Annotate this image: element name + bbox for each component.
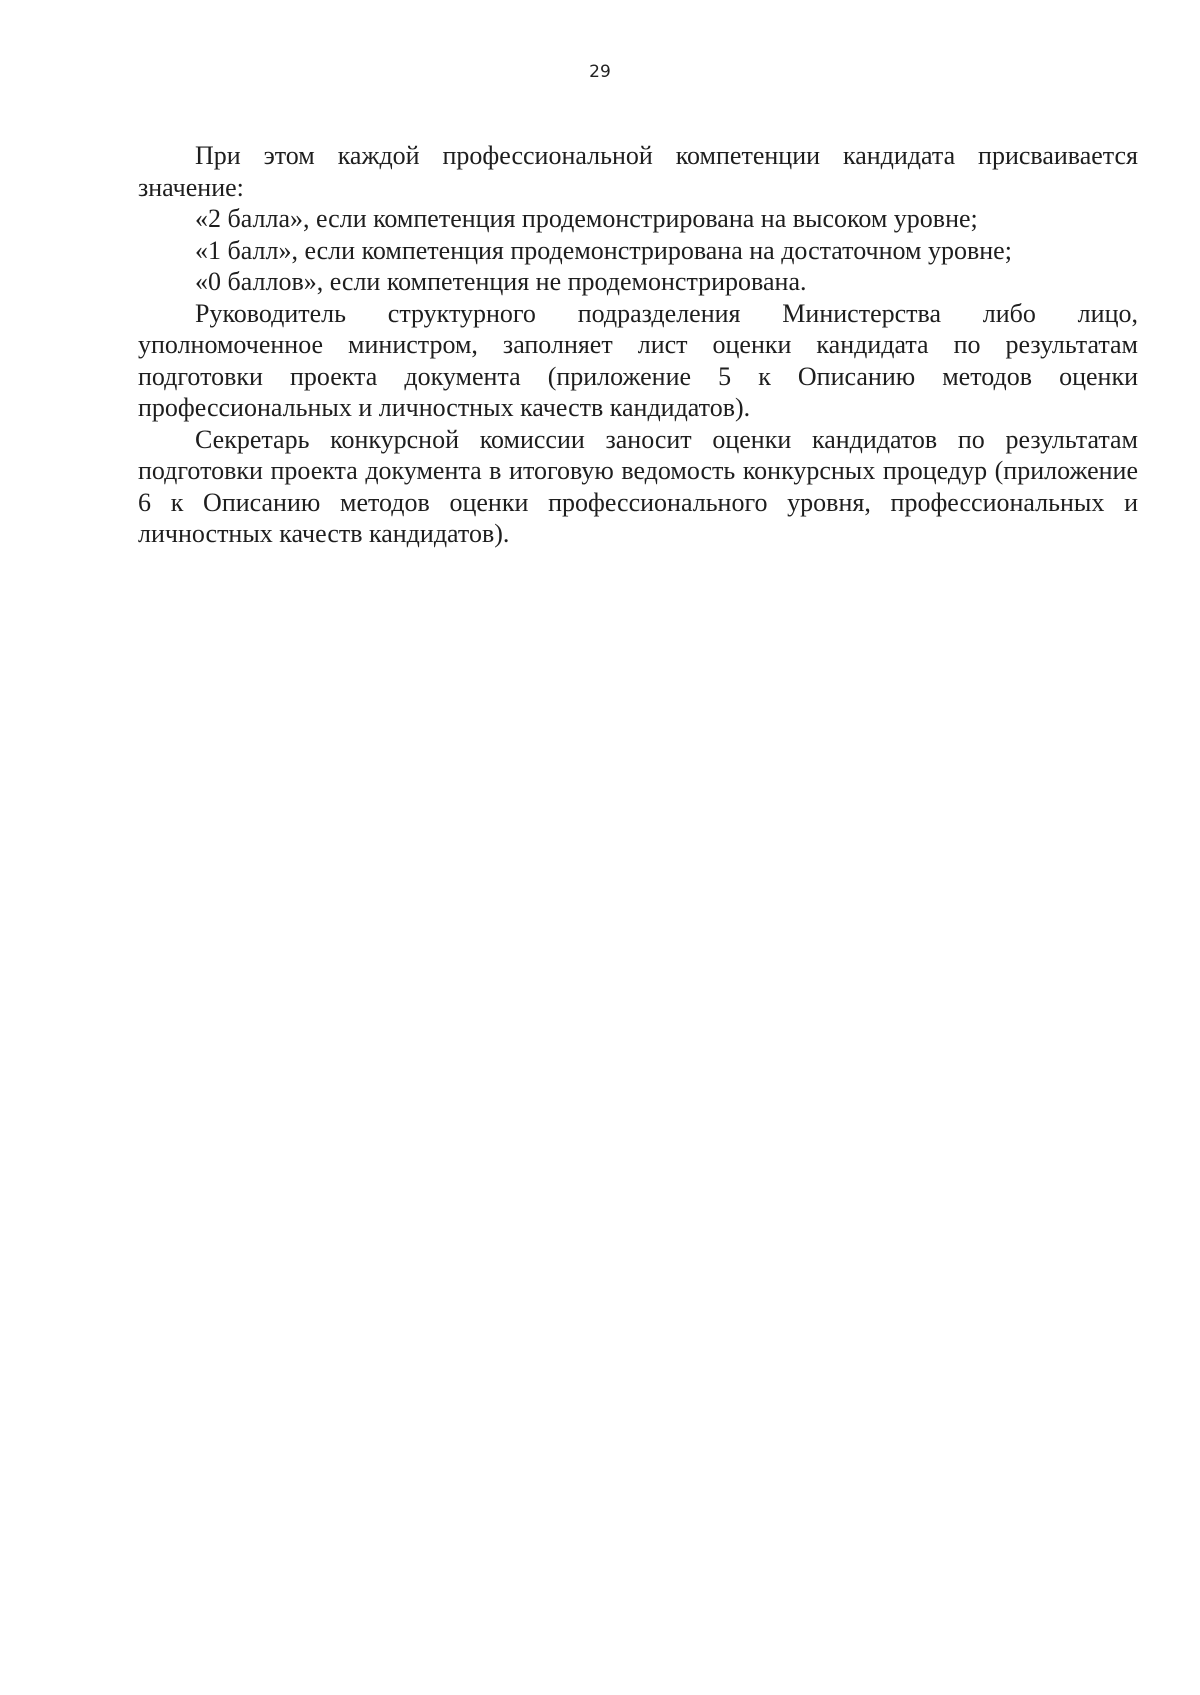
paragraph-score-1: «1 балл», если компетенция продемонстрирована на достаточном уровне; [195,235,1012,265]
paragraph-evaluation-sheet: Руководитель структурного подразделения Министерства либо лицо, уполномоченное министром, заполняет лист оценки кандидата по результатам подготовки проекта документа (приложение 5 к Описанию методов оценки профессиональных и личностных качеств кандидатов). [138,298,1138,422]
paragraph-score-2: «2 балла», если компетенция продемонстрирована на высоком уровне; [195,204,978,233]
document-body [138,140,1138,550]
paragraph-intro: При этом каждой профессиональной компетенции кандидата присваивается значение: [138,141,1138,202]
paragraph-score-0: «0 баллов», если компетенция не продемонстрирована. [195,267,807,296]
page-number: 29 [589,62,611,82]
paragraph-secretary: Секретарь конкурсной комиссии заносит оценки кандидатов по результатам подготовки проекта документа в итоговую ведомость конкурсных процедур (приложение 6 к Описанию методов оценки профессионального уровня, профессиональных и личностных качеств кандидатов). [138,424,1138,548]
